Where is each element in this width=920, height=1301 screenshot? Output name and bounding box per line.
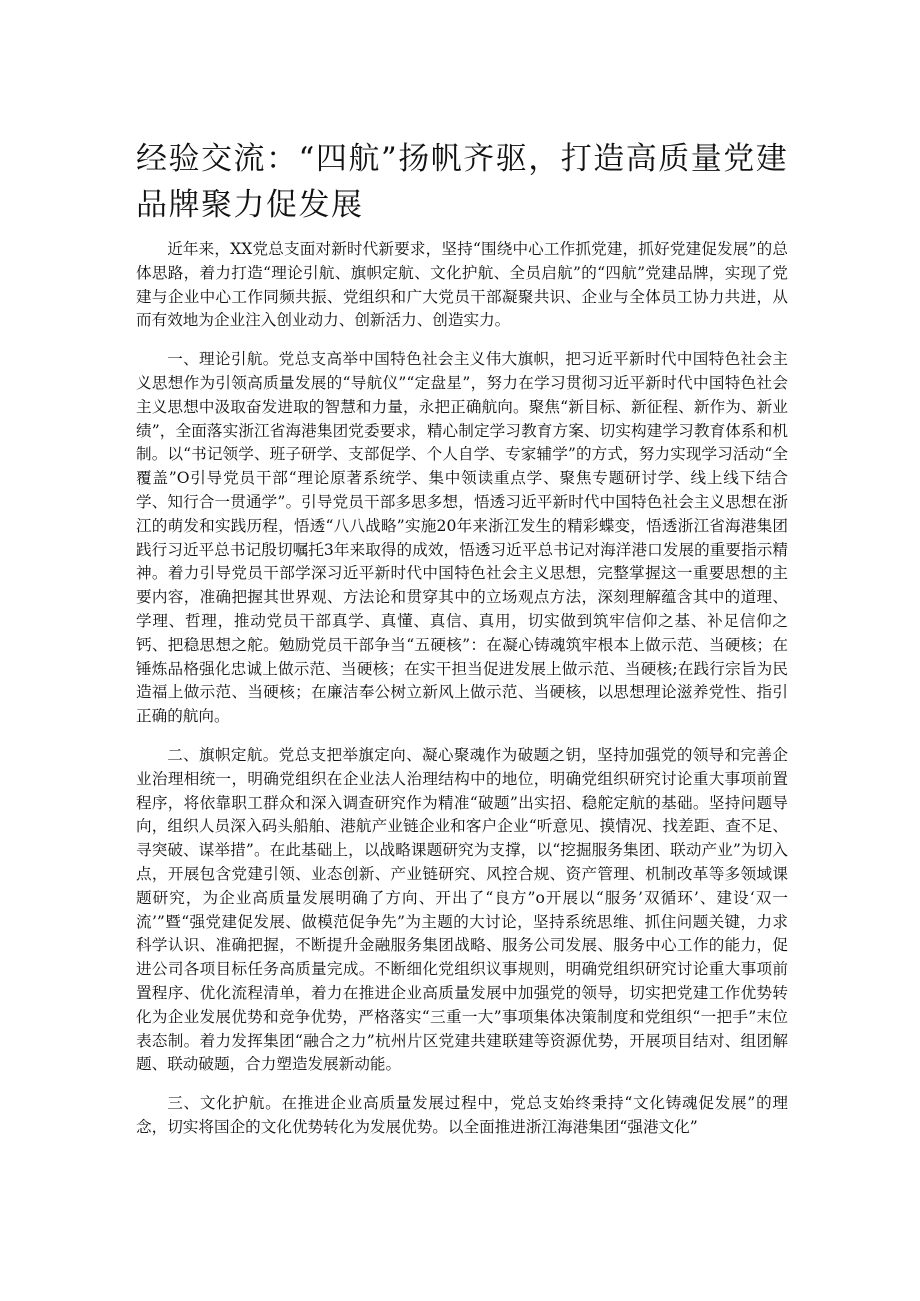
- paragraph-intro: 近年来，XX党总支面对新时代新要求，坚持“围绕中心工作抓党建，抓好党建促发展”的总体思路，着力打造“理论引航、旗帜定航、文化护航、全员启航”的“四航”党建品牌，实现了党建与企业中心工作同频共振、党组织和广大党员干部凝聚共识、企业与全体员工协力共进，从而有效地为企业注入创业动力、创新活力、创造实力。: [136, 240, 788, 330]
- paragraph-culture-escort: 三、文化护航。在推进企业高质量发展过程中，党总支始终秉持“文化铸魂促发展”的理念，切实将国企的文化优势转化为发展优势。以全面推进浙江海港集团“强港文化”: [136, 1094, 788, 1136]
- document-body: [136, 238, 788, 1155]
- paragraph-theory-guidance: 一、理论引航。党总支高举中国特色社会主义伟大旗帜，把习近平新时代中国特色社会主义思想作为引领高质量发展的“导航仪”“定盘星”，努力在学习贯彻习近平新时代中国特色社会主义思想中汲取奋发进取的智慧和力量，永把正确航向。聚焦“新目标、新征程、新作为、新业绩”，全面落实浙江省海港集团党委要求，精心制定学习教育方案、切实构建学习教育体系和机制。以“书记领学、班子研学、支部促学、个人自学、专家辅学”的方式，努力实现学习活动“全覆盖”O引导党员干部“理论原著系统学、集中领读重点学、聚焦专题研讨学、线上线下结合学、知行合一贯通学”。引导党员干部多思多想，悟透习近平新时代中国特色社会主义思想在浙江的萌发和实践历程，悟透“八八战略”实施20年来浙江发生的精彩蝶变，悟透浙江省海港集团践行习近平总书记殷切嘱托3年来取得的成效，悟透习近平总书记对海洋港口发展的重要指示精神。着力引导党员干部学深习近平新时代中国特色社会主义思想，完整掌握这一重要思想的主要内容，准确把握其世界观、方法论和贯穿其中的立场观点方法，深刻理解蕴含其中的道理、学理、哲理，推动党员干部真学、真懂、真信、真用，切实做到筑牢信仰之基、补足信仰之钙、把稳思想之舵。勉励党员干部争当“五硬核”：在凝心铸魂筑牢根本上做示范、当硬核；在锤炼品格强化忠诚上做示范、当硬核；在实干担当促进发展上做示范、当硬核;在践行宗旨为民造福上做示范、当硬核；在廉洁奉公树立新风上做示范、当硬核，以思想理论滋养党性、指引正确的航向。: [136, 350, 788, 726]
- document-title: 经验交流：“四航”扬帆齐驱，打造高质量党建品牌聚力促发展: [136, 141, 789, 223]
- paragraph-banner-direction: 二、旗帜定航。党总支把举旗定向、凝心聚魂作为破题之钥，坚持加强党的领导和完善企业治理相统一，明确党组织在企业法人治理结构中的地位，明确党组织研究讨论重大事项前置程序，将依靠职工群众和深入调查研究作为精准“破题”出实招、稳舵定航的基础。坚持问题导向，组织人员深入码头船舶、港航产业链企业和客户企业“听意见、摸情况、找差距、查不足、寻突破、谋举措”。在此基础上，以战略课题研究为支撑，以“挖掘服务集团、联动产业”为切入点，开展包含党建引领、业态创新、产业链研究、风控合规、资产管理、机制改革等多领域课题研究，为企业高质量发展明确了方向、开出了“良方”o开展以“服务’双循环’、建设‘双一流’”暨“强党建促发展、做模范促争先”为主题的大讨论，坚持系统思维、抓住问题关键，力求科学认识、准确把握，不断提升金融服务集团战略、服务公司发展、服务中心工作的能力，促进公司各项目标任务高质量完成。不断细化党组织议事规则，明确党组织研究讨论重大事项前置程序、优化流程清单，着力在推进企业高质量发展中加强党的领导，切实把党建工作优势转化为企业发展优势和竞争优势，严格落实“三重一大”事项集体决策制度和党组织“一把手”末位表态制。着力发挥集团“融合之力”杭州片区党建共建联建等资源优势，开展项目结对、组团解题、联动破题，合力塑造发展新动能。: [136, 745, 788, 1074]
